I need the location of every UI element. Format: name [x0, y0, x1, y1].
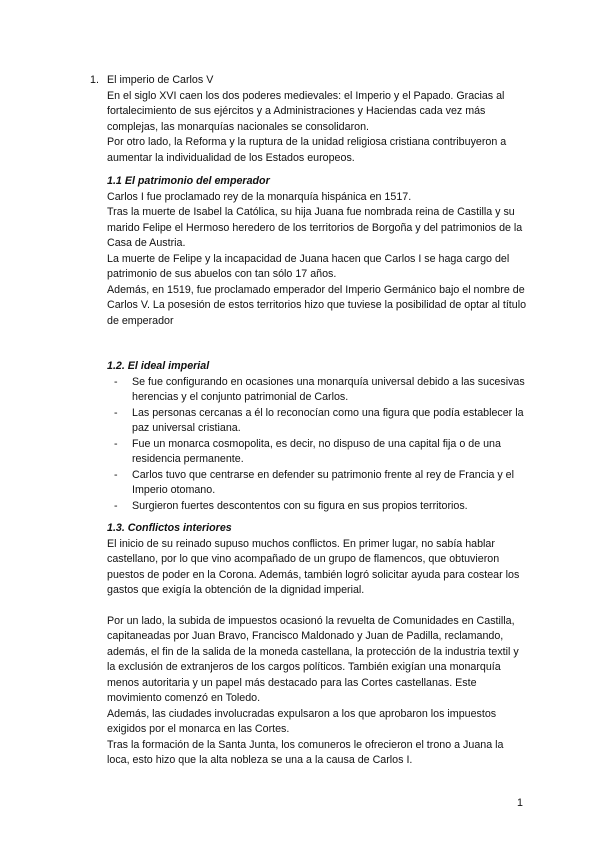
- section-1-paragraph: En el siglo XVI caen los dos poderes medievales: el Imperio y el Papado. Gracias al fortalecimiento de sus ejércitos y a Administraciones y Haciendas cada vez más complejas, las monarquías nacionales se consolidaron.: [107, 89, 505, 133]
- section-1-1-paragraph: Carlos I fue proclamado rey de la monarquía hispánica en 1517.: [107, 190, 412, 203]
- bullet-dash: -: [114, 499, 118, 512]
- bullet-dash: -: [114, 375, 118, 388]
- list-item: [107, 406, 527, 437]
- section-1-3-paragraph: El inicio de su reinado supuso muchos conflictos. En primer lugar, no sabía hablar castellano, por lo que vino acompañado de un grupo de flamencos, que obtuvieron puestos de poder en la Corona. Además, también logró solicitar ayuda para costear los gastos que exigía la obtención de la dignidad imperial.: [107, 537, 520, 596]
- section-1-3-paragraph: Tras la formación de la Santa Junta, los comuneros le ofrecieron el trono a Juana la loca, esto hizo que la alta nobleza se una a la causa de Carlos I.: [107, 738, 504, 766]
- ideal-imperial-list: [107, 375, 527, 515]
- section-1-1-paragraph: Tras la muerte de Isabel la Católica, su hija Juana fue nombrada reina de Castilla y su marido Felipe el Hermoso heredero de los territorios de Borgoña y del patrimonios de la Casa de Austria.: [107, 206, 523, 249]
- section-1-2-heading: 1.2. El ideal imperial: [107, 360, 210, 372]
- page-number: 1: [517, 797, 523, 809]
- section-1-3-paragraph: Además, las ciudades involucradas expulsaron a los que aprobaron los impuestos exigidos por el monarca en las Cortes.: [107, 707, 497, 735]
- list-item: [107, 499, 527, 515]
- list-item-text: Surgieron fuertes descontentos con su figura en sus propios territorios.: [132, 499, 468, 512]
- section-1-1-paragraph: La muerte de Felipe y la incapacidad de Juana hacen que Carlos I se haga cargo del patrimonio de sus abuelos con tan sólo 17 años.: [107, 252, 510, 280]
- section-1-title: El imperio de Carlos V: [107, 74, 214, 86]
- bullet-dash: -: [114, 406, 118, 419]
- section-1-3-heading: 1.3. Conflictos interiores: [107, 522, 232, 534]
- list-item-text: Fue un monarca cosmopolita, es decir, no dispuso de una capital fija o de una residencia permanente.: [132, 437, 501, 465]
- list-item: [107, 375, 527, 406]
- section-1-3-paragraph: Por un lado, la subida de impuestos ocasionó la revuelta de Comunidades en Castilla, capitaneadas por Juan Bravo, Francisco Maldonado y Juan de Padilla, reclamando, además, el fin de la salida de la moneda castellana, la protección de la industria textil y la exclusión de extranjeros de los cargos políticos. También exigían una monarquía menos autoritaria y un papel más destacado para las Cortes castellanas. Este movimiento comenzó en Toledo.: [107, 614, 519, 704]
- list-item-text: Carlos tuvo que centrarse en defender su patrimonio frente al rey de Francia y el Imperio otomano.: [132, 468, 514, 496]
- section-1-heading: [90, 73, 527, 89]
- section-1-1-paragraph: Además, en 1519, fue proclamado emperador del Imperio Germánico bajo el nombre de Carlos V. La posesión de estos territorios hizo que tuviese la posibilidad de optar al título de emperador: [107, 283, 527, 327]
- section-1-1-heading: 1.1 El patrimonio del emperador: [107, 175, 270, 187]
- bullet-dash: -: [114, 437, 118, 450]
- list-item-text: Se fue configurando en ocasiones una monarquía universal debido a las sucesivas herencias y el conjunto patrimonial de Carlos.: [132, 375, 525, 403]
- bullet-dash: -: [114, 468, 118, 481]
- section-1-number: 1.: [90, 74, 99, 86]
- list-item-text: Las personas cercanas a él lo reconocían como una figura que podía establecer la paz universal cristiana.: [132, 406, 524, 434]
- list-item: [107, 468, 527, 499]
- section-1-paragraph: Por otro lado, la Reforma y la ruptura de la unidad religiosa cristiana contribuyeron a aumentar la individualidad de los Estados europeos.: [107, 136, 507, 164]
- document-body: [90, 73, 527, 769]
- list-item: [107, 437, 527, 468]
